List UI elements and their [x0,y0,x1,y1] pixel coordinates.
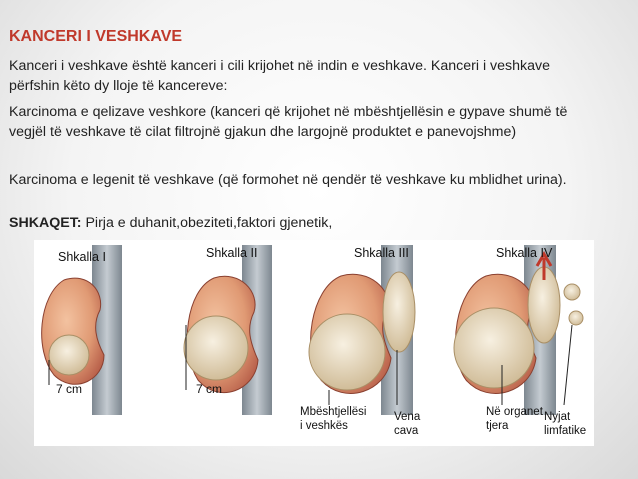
annotation-line: cava [394,425,419,437]
annotation-line: tjera [486,420,509,432]
tumor-shape [309,314,385,390]
size-label-stage-1: 7 cm [56,382,83,396]
annotation-line: i veshkës [300,420,348,432]
tumor-shape [454,308,534,388]
tumor-shape [49,335,89,375]
stage-3-label: Shkalla III [354,246,409,260]
vena-cava-shape [92,245,122,415]
annotation-line: Nyjat [544,411,571,423]
slide-title: KANCERI I VESHKAVE [9,28,183,45]
annotation-line: Mbështjellësi [300,406,367,418]
annotation-lymph [544,410,586,438]
pointer-line [564,325,572,405]
stage-2-label: Shkalla II [206,246,258,260]
annotation-vena-cava [394,410,420,438]
annotation-line: Në organet [486,406,543,418]
causes-text: Pirja e duhanit,obeziteti,faktori gjenetik, [81,215,333,231]
causes-paragraph [9,214,569,234]
lymph-node-shape [569,311,583,325]
annotation-organs [486,405,543,433]
tumor-extension-shape [383,272,415,352]
stage-4-drawing [454,245,583,415]
lymph-node-shape [564,284,580,300]
tumor-shape [184,316,248,380]
annotation-line: Vena [394,411,421,423]
annotation-capsule [300,405,366,433]
type1-paragraph: Karcinoma e qelizave veshkore (kanceri që krijohet në mbështjellësin e gypave shumë të vegjël të veshkave të cilat filtrojnë gjakun dhe largojnë produktet e panevojshme) [9,104,568,140]
stage-4-label: Shkalla IV [496,246,553,260]
stage-1-label: Shkalla I [58,250,106,264]
type2-paragraph: Karcinoma e legenit të veshkave (që formohet në qendër të veshkave ku mblidhet urina). [9,172,567,188]
stage-3-drawing [309,245,415,415]
annotation-line: limfatike [544,425,587,437]
causes-label: SHKAQET: [9,215,82,231]
kidney-stages-figure [34,240,594,446]
intro-paragraph: Kanceri i veshkave është kanceri i cili krijohet në indin e veshkave. Kanceri i veshkave përfshin këto dy lloje të kancereve: [9,58,550,94]
size-label-stage-2: 7 cm [196,382,223,396]
